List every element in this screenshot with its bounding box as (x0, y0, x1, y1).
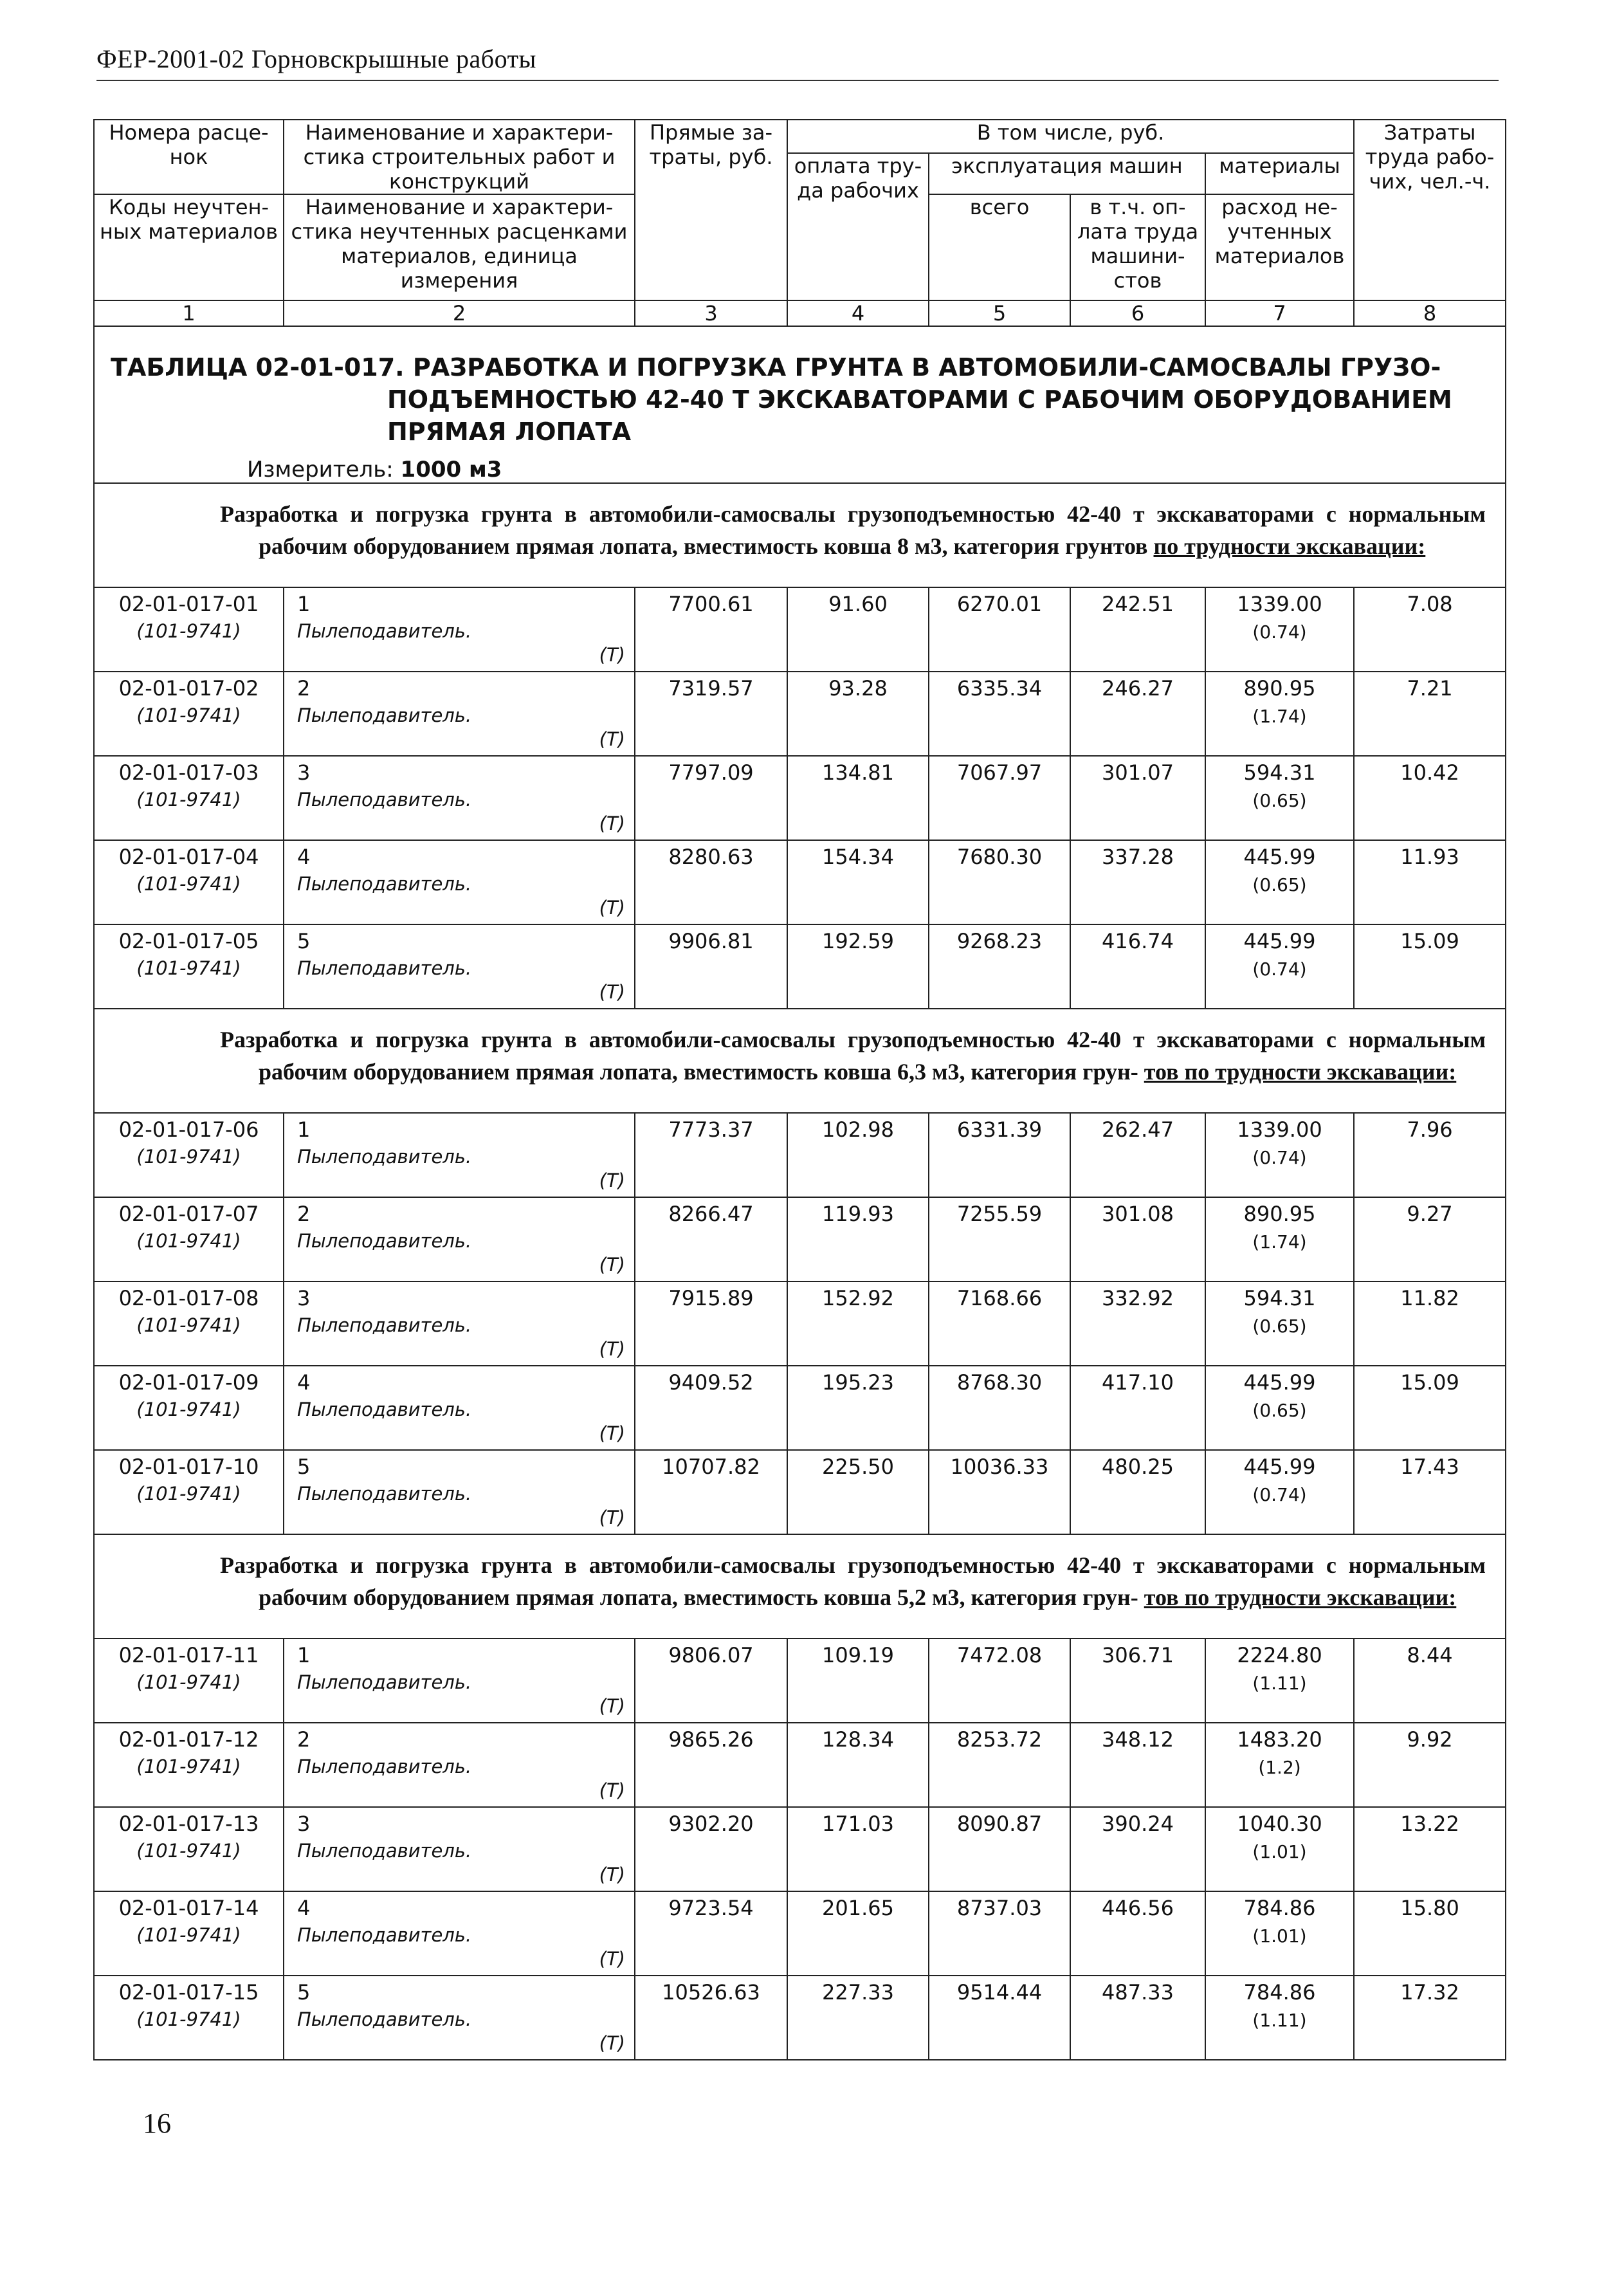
material-name: Пылеподавитель. (297, 620, 472, 642)
material-name: Пылеподавитель. (297, 1146, 472, 1168)
rate-code-cell (94, 1281, 284, 1366)
labor-hours: 10.42 (1354, 756, 1506, 840)
table-title: ТАБЛИЦА 02-01-017. РАЗРАБОТКА И ПОГРУЗКА ГРУНТА В АВТОМОБИЛИ-САМОСВАЛЫ ГРУЗО-ПОДЪЕМНОСТЬЮ 42-40 Т ЭКСКАВАТОРАМИ С РАБОЧИМ ОБОРУДОВАНИЕМ ПРЯМАЯ ЛОПАТА (111, 353, 1452, 446)
operators-pay: 246.27 (1070, 672, 1205, 756)
work-name-cell (284, 1113, 635, 1197)
machines-total: 7255.59 (929, 1197, 1070, 1281)
material-name: Пылеподавитель. (297, 1314, 472, 1336)
work-name-cell (284, 1976, 635, 2060)
labor-pay: 227.33 (787, 1976, 929, 2060)
labor-pay: 102.98 (787, 1113, 929, 1197)
section-heading-cell (94, 1009, 1506, 1113)
rate-code: 02-01-017-11 (118, 1643, 259, 1667)
operators-pay: 337.28 (1070, 840, 1205, 924)
rate-code-cell (94, 756, 284, 840)
column-numbers (94, 300, 1506, 326)
materials-qty: (0.74) (1252, 621, 1307, 643)
work-name-cell (284, 1891, 635, 1976)
rate-code: 02-01-017-04 (118, 845, 259, 869)
rate-code-cell (94, 1723, 284, 1807)
labor-hours: 17.32 (1354, 1976, 1506, 2060)
section-heading (220, 1023, 1486, 1088)
direct-costs: 8280.63 (635, 840, 787, 924)
rate-code: 02-01-017-09 (118, 1370, 259, 1395)
header-materials: материалы (1205, 153, 1354, 194)
direct-costs: 10526.63 (635, 1976, 787, 2060)
table-row (94, 756, 1506, 840)
direct-costs: 9409.52 (635, 1366, 787, 1450)
operators-pay: 301.07 (1070, 756, 1205, 840)
header-machines-total: всего (929, 194, 1070, 300)
material-code: (101-9741) (136, 620, 241, 642)
machines-total: 8737.03 (929, 1891, 1070, 1976)
material-name: Пылеподавитель. (297, 1924, 472, 1946)
material-name: Пылеподавитель. (297, 704, 472, 726)
materials-cost: 1339.00 (1237, 592, 1322, 616)
direct-costs: 9302.20 (635, 1807, 787, 1891)
work-name-cell (284, 587, 635, 672)
material-name: Пылеподавитель. (297, 873, 472, 895)
materials-qty: (1.74) (1252, 706, 1307, 727)
soil-category: 3 (297, 760, 311, 785)
table-row (94, 1450, 1506, 1534)
labor-hours: 11.82 (1354, 1281, 1506, 1366)
labor-pay: 192.59 (787, 924, 929, 1009)
rate-code-cell (94, 1113, 284, 1197)
rate-code: 02-01-017-02 (118, 676, 259, 701)
work-name-cell (284, 924, 635, 1009)
labor-pay: 195.23 (787, 1366, 929, 1450)
materials-qty: (1.11) (1252, 2010, 1307, 2031)
material-name: Пылеподавитель. (297, 1756, 472, 1777)
table-row (94, 924, 1506, 1009)
operators-pay: 487.33 (1070, 1976, 1205, 2060)
machines-total: 6335.34 (929, 672, 1070, 756)
header-machines: эксплуатация машин (929, 153, 1205, 194)
operators-pay: 480.25 (1070, 1450, 1205, 1534)
materials-qty: (0.74) (1252, 1147, 1307, 1168)
rate-code-cell (94, 672, 284, 756)
column-number: 3 (635, 300, 787, 326)
materials-cost: 1040.30 (1237, 1812, 1322, 1836)
machines-total: 8090.87 (929, 1807, 1070, 1891)
materials-qty: (1.2) (1258, 1757, 1301, 1778)
labor-pay: 91.60 (787, 587, 929, 672)
materials-cell (1205, 1197, 1354, 1281)
rate-code: 02-01-017-06 (118, 1117, 259, 1142)
column-number: 4 (787, 300, 929, 326)
material-unit: (Т) (599, 1695, 625, 1717)
column-number: 5 (929, 300, 1070, 326)
machines-total: 6270.01 (929, 587, 1070, 672)
rate-code: 02-01-017-08 (118, 1286, 259, 1310)
soil-category: 1 (297, 592, 311, 616)
direct-costs: 7915.89 (635, 1281, 787, 1366)
machines-total: 7472.08 (929, 1638, 1070, 1723)
rate-code-cell (94, 840, 284, 924)
running-head: ФЕР-2001-02 Горновскрышные работы (96, 44, 536, 73)
machines-total: 6331.39 (929, 1113, 1070, 1197)
material-name: Пылеподавитель. (297, 957, 472, 979)
materials-cell (1205, 1638, 1354, 1723)
materials-cost: 1483.20 (1237, 1727, 1322, 1752)
work-name-cell (284, 1638, 635, 1723)
section-text: Разработка и погрузка грунта в автомобили-самосвалы грузоподъемностью 42-40 т экскаваторами с нормальным рабочим оборудованием прямая лопата, вместимость ковша 8 м3, категория грунтов (220, 501, 1486, 559)
header-including: В том числе, руб. (787, 120, 1354, 153)
labor-hours: 7.21 (1354, 672, 1506, 756)
operators-pay: 446.56 (1070, 1891, 1205, 1976)
direct-costs: 7700.61 (635, 587, 787, 672)
labor-pay: 171.03 (787, 1807, 929, 1891)
direct-costs: 7773.37 (635, 1113, 787, 1197)
rate-code: 02-01-017-15 (118, 1980, 259, 2005)
materials-cell (1205, 1450, 1354, 1534)
materials-cost: 890.95 (1243, 676, 1316, 701)
labor-pay: 119.93 (787, 1197, 929, 1281)
section-text-end: тов по трудности экскавации: (1144, 1584, 1457, 1610)
materials-cell (1205, 1281, 1354, 1366)
soil-category: 1 (297, 1117, 311, 1142)
machines-total: 8253.72 (929, 1723, 1070, 1807)
material-code: (101-9741) (136, 873, 241, 895)
operators-pay: 242.51 (1070, 587, 1205, 672)
material-unit: (Т) (599, 1422, 625, 1444)
column-number: 6 (1070, 300, 1205, 326)
material-unit: (Т) (599, 1338, 625, 1360)
table-row (94, 1891, 1506, 1976)
material-code: (101-9741) (136, 1924, 241, 1946)
unit-label: Измеритель: (247, 457, 394, 482)
section-heading (220, 498, 1486, 562)
materials-cell (1205, 924, 1354, 1009)
table-row (94, 1366, 1506, 1450)
soil-category: 3 (297, 1286, 311, 1310)
materials-qty: (0.65) (1252, 1400, 1307, 1421)
operators-pay: 390.24 (1070, 1807, 1205, 1891)
soil-category: 1 (297, 1643, 311, 1667)
header-labor-pay: оплата тру-да рабочих (787, 153, 929, 300)
rate-code-cell (94, 1976, 284, 2060)
section-text-end: по трудности экскавации: (1153, 533, 1426, 559)
machines-total: 7680.30 (929, 840, 1070, 924)
labor-pay: 201.65 (787, 1891, 929, 1976)
material-code: (101-9741) (136, 1756, 241, 1777)
materials-cost: 594.31 (1243, 760, 1316, 785)
section-heading-cell (94, 483, 1506, 587)
header-labor-hours: Затраты труда рабо-чих, чел.-ч. (1354, 120, 1506, 300)
soil-category: 3 (297, 1812, 311, 1836)
operators-pay: 348.12 (1070, 1723, 1205, 1807)
material-unit: (Т) (599, 1779, 625, 1801)
table-row (94, 672, 1506, 756)
labor-hours: 13.22 (1354, 1807, 1506, 1891)
operators-pay: 306.71 (1070, 1638, 1205, 1723)
labor-pay: 128.34 (787, 1723, 929, 1807)
material-unit: (Т) (599, 1948, 625, 1970)
table-row (94, 1976, 1506, 2060)
section-heading (220, 1549, 1486, 1613)
material-code: (101-9741) (136, 1314, 241, 1336)
labor-hours: 11.93 (1354, 840, 1506, 924)
section-heading-row (94, 1009, 1506, 1113)
rate-code-cell (94, 1891, 284, 1976)
direct-costs: 7797.09 (635, 756, 787, 840)
direct-costs: 9906.81 (635, 924, 787, 1009)
operators-pay: 262.47 (1070, 1113, 1205, 1197)
rate-code: 02-01-017-14 (118, 1896, 259, 1920)
material-unit: (Т) (599, 1254, 625, 1276)
materials-cell (1205, 1113, 1354, 1197)
header-work-name: Наименование и характери-стика строительных работ и конструкций (284, 120, 635, 194)
material-name: Пылеподавитель. (297, 789, 472, 811)
materials-qty: (0.65) (1252, 874, 1307, 895)
labor-pay: 154.34 (787, 840, 929, 924)
rate-code-cell (94, 1450, 284, 1534)
work-name-cell (284, 756, 635, 840)
materials-cost: 1339.00 (1237, 1117, 1322, 1142)
soil-category: 4 (297, 1370, 311, 1395)
table-row (94, 1197, 1506, 1281)
column-number: 8 (1354, 300, 1506, 326)
materials-cost: 594.31 (1243, 1286, 1316, 1310)
materials-qty: (1.11) (1252, 1673, 1307, 1694)
rate-code: 02-01-017-12 (118, 1727, 259, 1752)
table-row (94, 1638, 1506, 1723)
column-number: 2 (284, 300, 635, 326)
material-unit: (Т) (599, 1864, 625, 1886)
table-row (94, 1113, 1506, 1197)
material-code: (101-9741) (136, 704, 241, 726)
material-unit: (Т) (599, 644, 625, 666)
labor-pay: 152.92 (787, 1281, 929, 1366)
work-name-cell (284, 672, 635, 756)
direct-costs: 7319.57 (635, 672, 787, 756)
materials-cell (1205, 1723, 1354, 1807)
header-material-name: Наименование и характери-стика неучтенных расценками материалов, единица измерения (284, 194, 635, 300)
rate-code-cell (94, 587, 284, 672)
materials-cell (1205, 756, 1354, 840)
materials-cell (1205, 1976, 1354, 2060)
labor-hours: 9.27 (1354, 1197, 1506, 1281)
materials-qty: (1.01) (1252, 1925, 1307, 1947)
materials-qty: (0.74) (1252, 1484, 1307, 1505)
soil-category: 5 (297, 1980, 311, 2005)
material-code: (101-9741) (136, 2008, 241, 2030)
material-unit: (Т) (599, 897, 625, 919)
labor-hours: 15.80 (1354, 1891, 1506, 1976)
table-title-block (94, 326, 1506, 483)
table-body (94, 483, 1506, 2060)
labor-pay: 109.19 (787, 1638, 929, 1723)
rate-code-cell (94, 1197, 284, 1281)
section-heading-row (94, 483, 1506, 587)
material-name: Пылеподавитель. (297, 2008, 472, 2030)
direct-costs: 10707.82 (635, 1450, 787, 1534)
materials-cost: 784.86 (1243, 1980, 1316, 2005)
materials-cost: 445.99 (1243, 1370, 1316, 1395)
section-text: Разработка и погрузка грунта в автомобили-самосвалы грузоподъемностью 42-40 т экскаваторами с нормальным рабочим оборудованием прямая лопата, вместимость ковша 6,3 м3, категория грун- (220, 1027, 1486, 1085)
materials-qty: (1.74) (1252, 1231, 1307, 1253)
labor-pay: 225.50 (787, 1450, 929, 1534)
material-unit: (Т) (599, 728, 625, 750)
header-material-codes: Коды неучтен-ных материалов (94, 194, 284, 300)
work-name-cell (284, 1366, 635, 1450)
direct-costs: 8266.47 (635, 1197, 787, 1281)
labor-hours: 15.09 (1354, 924, 1506, 1009)
operators-pay: 301.08 (1070, 1197, 1205, 1281)
materials-cell (1205, 587, 1354, 672)
header-operators-pay: в т.ч. оп-лата труда машини-стов (1070, 194, 1205, 300)
material-unit: (Т) (599, 1507, 625, 1528)
labor-hours: 7.08 (1354, 587, 1506, 672)
table-header (94, 120, 1506, 483)
rate-code-cell (94, 924, 284, 1009)
header-rate-numbers: Номера расце-нок (94, 120, 284, 194)
material-name: Пылеподавитель. (297, 1399, 472, 1420)
operators-pay: 417.10 (1070, 1366, 1205, 1450)
material-code: (101-9741) (136, 957, 241, 979)
material-name: Пылеподавитель. (297, 1671, 472, 1693)
labor-hours: 17.43 (1354, 1450, 1506, 1534)
materials-cost: 445.99 (1243, 929, 1316, 953)
materials-cost: 784.86 (1243, 1896, 1316, 1920)
machines-total: 10036.33 (929, 1450, 1070, 1534)
material-code: (101-9741) (136, 1671, 241, 1693)
rate-code: 02-01-017-13 (118, 1812, 259, 1836)
material-unit: (Т) (599, 981, 625, 1003)
machines-total: 7067.97 (929, 756, 1070, 840)
material-unit: (Т) (599, 2032, 625, 2054)
material-code: (101-9741) (136, 789, 241, 811)
materials-cost: 445.99 (1243, 845, 1316, 869)
labor-pay: 134.81 (787, 756, 929, 840)
header-materials-consumption: расход не-учтенных материалов (1205, 194, 1354, 300)
header-direct-costs: Прямые за-траты, руб. (635, 120, 787, 300)
work-name-cell (284, 1723, 635, 1807)
labor-hours: 8.44 (1354, 1638, 1506, 1723)
table-row (94, 840, 1506, 924)
rate-code: 02-01-017-07 (118, 1202, 259, 1226)
rate-code: 02-01-017-10 (118, 1455, 259, 1479)
direct-costs: 9865.26 (635, 1723, 787, 1807)
material-code: (101-9741) (136, 1399, 241, 1420)
rate-code-cell (94, 1638, 284, 1723)
labor-hours: 15.09 (1354, 1366, 1506, 1450)
labor-hours: 7.96 (1354, 1113, 1506, 1197)
material-name: Пылеподавитель. (297, 1483, 472, 1505)
soil-category: 2 (297, 1202, 311, 1226)
column-number: 7 (1205, 300, 1354, 326)
materials-qty: (1.01) (1252, 1841, 1307, 1862)
machines-total: 9268.23 (929, 924, 1070, 1009)
header-rule (96, 80, 1499, 81)
work-name-cell (284, 1197, 635, 1281)
material-code: (101-9741) (136, 1483, 241, 1505)
operators-pay: 332.92 (1070, 1281, 1205, 1366)
table-row (94, 1281, 1506, 1366)
material-code: (101-9741) (136, 1146, 241, 1168)
material-code: (101-9741) (136, 1230, 241, 1252)
materials-cell (1205, 1807, 1354, 1891)
section-heading-row (94, 1534, 1506, 1638)
unit-value: 1000 м3 (400, 457, 502, 482)
table-row (94, 587, 1506, 672)
materials-cell (1205, 840, 1354, 924)
rate-code: 02-01-017-01 (118, 592, 259, 616)
material-name: Пылеподавитель. (297, 1840, 472, 1862)
soil-category: 5 (297, 929, 311, 953)
work-name-cell (284, 840, 635, 924)
work-name-cell (284, 1281, 635, 1366)
machines-total: 8768.30 (929, 1366, 1070, 1450)
materials-qty: (0.65) (1252, 790, 1307, 811)
soil-category: 4 (297, 1896, 311, 1920)
materials-cell (1205, 1891, 1354, 1976)
soil-category: 4 (297, 845, 311, 869)
rate-code-cell (94, 1807, 284, 1891)
material-unit: (Т) (599, 812, 625, 834)
material-name: Пылеподавитель. (297, 1230, 472, 1252)
rates-table (93, 119, 1506, 2060)
soil-category: 2 (297, 676, 311, 701)
section-heading-cell (94, 1534, 1506, 1638)
column-number: 1 (94, 300, 284, 326)
materials-cost: 890.95 (1243, 1202, 1316, 1226)
operators-pay: 416.74 (1070, 924, 1205, 1009)
materials-cell (1205, 1366, 1354, 1450)
rate-code: 02-01-017-03 (118, 760, 259, 785)
materials-cell (1205, 672, 1354, 756)
materials-qty: (0.65) (1252, 1316, 1307, 1337)
material-unit: (Т) (599, 1170, 625, 1191)
work-name-cell (284, 1450, 635, 1534)
materials-qty: (0.74) (1252, 959, 1307, 980)
direct-costs: 9806.07 (635, 1638, 787, 1723)
soil-category: 5 (297, 1455, 311, 1479)
rate-code: 02-01-017-05 (118, 929, 259, 953)
work-name-cell (284, 1807, 635, 1891)
materials-cost: 2224.80 (1237, 1643, 1322, 1667)
unit-line (247, 457, 1505, 482)
table-row (94, 1807, 1506, 1891)
labor-hours: 9.92 (1354, 1723, 1506, 1807)
labor-pay: 93.28 (787, 672, 929, 756)
section-text: Разработка и погрузка грунта в автомобили-самосвалы грузоподъемностью 42-40 т экскаваторами с нормальным рабочим оборудованием прямая лопата, вместимость ковша 5,2 м3, категория грун- (220, 1552, 1486, 1610)
material-code: (101-9741) (136, 1840, 241, 1862)
machines-total: 7168.66 (929, 1281, 1070, 1366)
table-row (94, 1723, 1506, 1807)
machines-total: 9514.44 (929, 1976, 1070, 2060)
page-number: 16 (143, 2107, 171, 2139)
direct-costs: 9723.54 (635, 1891, 787, 1976)
rate-code-cell (94, 1366, 284, 1450)
section-text-end: тов по трудности экскавации: (1144, 1059, 1457, 1085)
materials-cost: 445.99 (1243, 1455, 1316, 1479)
soil-category: 2 (297, 1727, 311, 1752)
